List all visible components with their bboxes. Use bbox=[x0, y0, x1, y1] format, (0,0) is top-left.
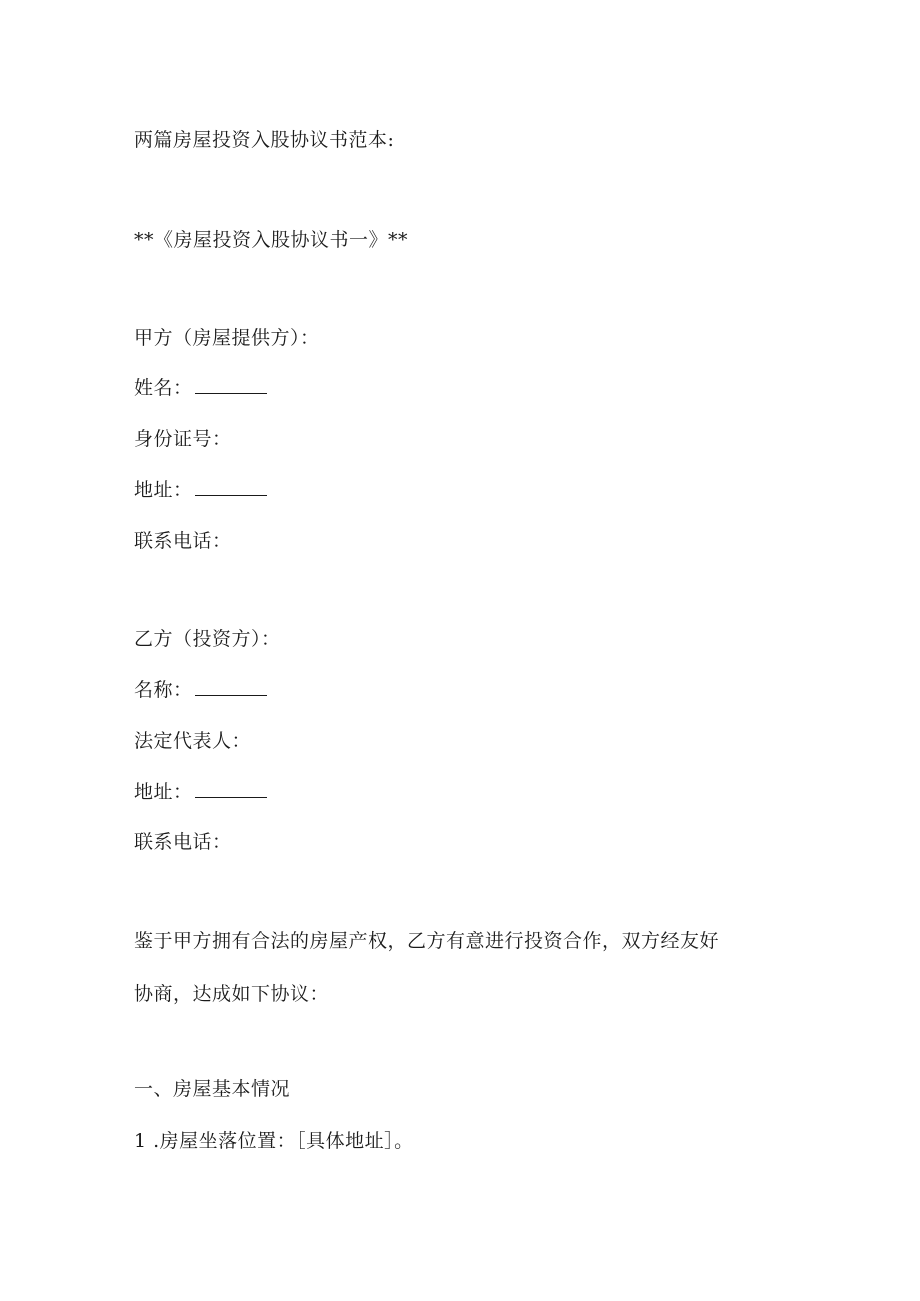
preamble-line-2: 协商，达成如下协议： bbox=[134, 983, 330, 1005]
party-a-address-row bbox=[134, 478, 267, 502]
party-a-name-label: 姓名： bbox=[134, 377, 193, 399]
preamble-line-1: 鉴于甲方拥有合法的房屋产权，乙方有意进行投资合作，双方经友好 bbox=[134, 930, 720, 952]
party-b-address-label: 地址： bbox=[134, 781, 193, 803]
party-a-phone-label: 联系电话： bbox=[134, 530, 232, 552]
document-heading: 两篇房屋投资入股协议书范本: bbox=[134, 129, 395, 151]
party-a-name-blank bbox=[195, 377, 267, 394]
section-1-item-1: 1 .房屋坐落位置：［具体地址］。 bbox=[134, 1130, 414, 1152]
section-1-title: 一、房屋基本情况 bbox=[134, 1078, 291, 1100]
party-a-address-label: 地址： bbox=[134, 479, 193, 501]
agreement-subtitle: **《房屋投资入股协议书一》** bbox=[134, 229, 409, 251]
party-a-title: 甲方（房屋提供方）： bbox=[134, 327, 320, 349]
party-b-address-row bbox=[134, 780, 267, 804]
party-b-rep-label: 法定代表人： bbox=[134, 730, 252, 752]
party-a-name-row bbox=[134, 376, 267, 400]
party-b-address-blank bbox=[195, 781, 267, 798]
party-a-address-blank bbox=[195, 479, 267, 496]
party-b-name-row bbox=[134, 678, 267, 702]
party-a-id-label: 身份证号： bbox=[134, 428, 232, 450]
party-b-title: 乙方（投资方）： bbox=[134, 628, 281, 650]
party-b-name-blank bbox=[195, 679, 267, 696]
party-b-phone-label: 联系电话： bbox=[134, 831, 232, 853]
party-b-name-label: 名称： bbox=[134, 679, 193, 701]
